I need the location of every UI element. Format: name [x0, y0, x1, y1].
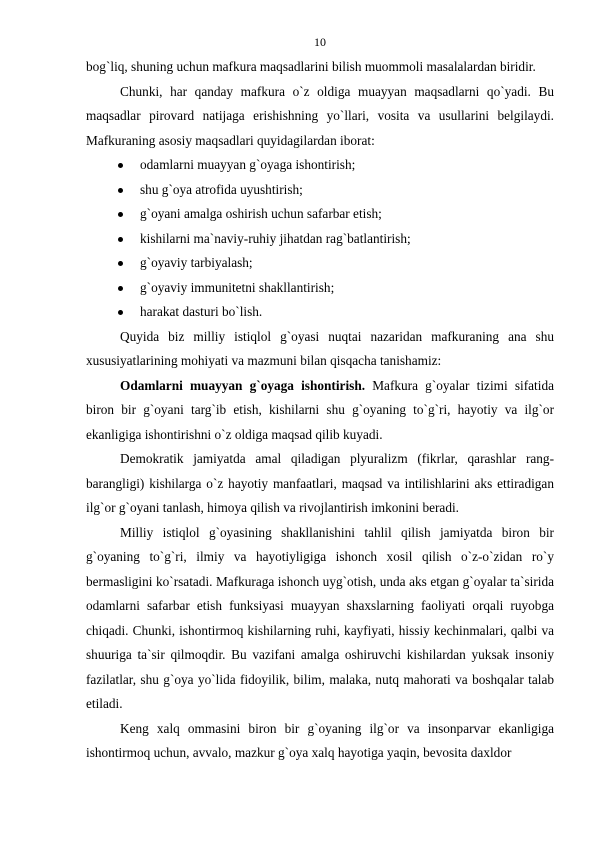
- paragraph-6: Milliy istiqlol g`oyasining shakllanishini tahlil qilish jamiyatda biron bir g`oyaning to`g`ri, ilmiy va hayotiyligiga ishonch xosil qilish o`z-o`zidan ro`y bermasligini ko`rsatadi. Mafkuraga ishonch uyg`otish, unda aks etgan g`oyalar ta`sirida odamlarni safarbar etish funksiyasi muayyan shaxslarning faoliyati orqali ruyobga chiqadi. Chunki, ishontirmoq kishilarning ruhi, kayfiyati, hissiy kechinmalari, qalbi va shuuriga ta`sir qilmoqdir. Bu vazifani amalga oshiruvchi kishilardan yuksak insoniy fazilatlar, shu g`oya yo`lida fidoyilik, bilim, malaka, nutq mahorati va boshqalar talab etiladi.: [86, 524, 554, 711]
- list-item: g`oyaviy immunitetni shakllantirish;: [86, 276, 554, 301]
- bullet-icon: [118, 212, 123, 217]
- list-item: g`oyaviy tarbiyalash;: [86, 251, 554, 276]
- list-item: odamlarni muayyan g`oyaga ishontirish;: [86, 153, 554, 178]
- paragraph-2: Chunki, har qanday mafkura o`z oldiga muayyan maqsadlarni qo`yadi. Bu maqsadlar pirovard natijaga erishishning yo`llari, vosita va usullarini belgilaydi. Mafkuraning asosiy maqsadlari quyidagilardan iborat:: [86, 83, 554, 148]
- goals-list: [86, 153, 554, 325]
- list-item: shu g`oya atrofida uyushtirish;: [86, 178, 554, 203]
- bullet-icon: [118, 310, 123, 315]
- paragraph-4: Odamlarni muayyan g`oyaga ishontirish. Mafkura g`oyalar tizimi sifatida biron bir g`oyani targ`ib etish, kishilarni shu g`oyaning to`g`ri, hayotiy va ilg`or ekanligiga ishontirishni o`z oldiga maqsad qilib kuyadi.: [86, 377, 555, 442]
- bullet-icon: [118, 188, 123, 193]
- list-item: harakat dasturi bo`lish.: [86, 300, 554, 325]
- bullet-icon: [118, 237, 123, 242]
- bullet-icon: [118, 261, 123, 266]
- paragraph-3: Quyida biz milliy istiqlol g`oyasi nuqtai nazaridan mafkuraning ana shu xususiyatlarining mohiyati va mazmuni bilan qisqacha tanishamiz:: [86, 328, 554, 368]
- list-item: g`oyani amalga oshirish uchun safarbar etish;: [86, 202, 554, 227]
- section-heading: Odamlarni muayyan g`oyaga ishontirish.: [120, 377, 366, 393]
- document-body: [86, 55, 554, 766]
- paragraph-5: Demokratik jamiyatda amal qiladigan plyuralizm (fikrlar, qarashlar rang-barangligi) kishilarga o`z hayotiy manfaatlari, maqsad va intilishlarini aks ettiradigan ilg`or g`oyani tanlash, himoya qilish va rivojlantirish imkonini beradi.: [86, 451, 554, 515]
- paragraph-1: bog`liq, shuning uchun mafkura maqsadlarini bilish muommoli masalalardan biridir.: [86, 59, 536, 74]
- paragraph-7: Keng xalq ommasini biron bir g`oyaning ilg`or va insonparvar ekanligiga ishontirmoq uchun, avvalo, mazkur g`oya xalq hayotiga yaqin, bevosita daxldor: [86, 720, 554, 760]
- bullet-icon: [118, 286, 123, 291]
- page-number: 10: [314, 35, 326, 49]
- bullet-icon: [118, 163, 123, 168]
- list-item: kishilarni ma`naviy-ruhiy jihatdan rag`batlantirish;: [86, 227, 554, 252]
